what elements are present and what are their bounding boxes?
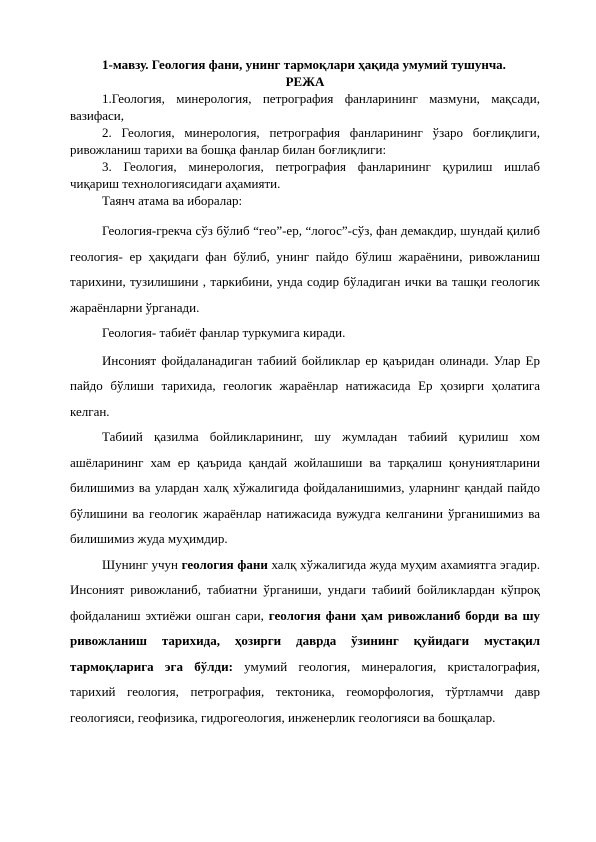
branches-text-c: халқ хўжалигида жуда муҳим ахамиятга эгадир. Инсоният ривожланиб, табиатни ўрганиши, ундаги табиий бойликлардан кўпроқ фойдаланиш эхтиёжи ошган сари, [70,556,541,623]
branches-bold-d: геология фани ҳам ривожланиб борди ва шу ривожланиш тарихида, ҳозирги даврда ўзининг қуйидаги мустақил тармоқларига эга бўлди: [70,607,540,674]
plan-item-2: 2. Геология, минерология, петрография фанларининг ўзаро боғлиқлиги, ривожланиш тарихи ва бошқа фанлар билан боғлиқлиги: [70,125,540,157]
plan-heading: РЕЖА [285,74,325,89]
topic-title: 1-мавзу. Геология фани, унинг тармоқлари ҳақида умумий тушунча. [102,57,506,72]
paragraph-importance: Табиий қазилма бойликларининг, шу жумладан табиий қурилиш хом ашёларининг хам ер қаърида қандай жойлашиши ва тарқалиш қонуниятларини билишимиз ва улардан халқ хўжалигида фойдаланишимиз, уларнинг қандай пайдо бўлишини ва геологик жараёнлар натижасида вужудга келганини ўрганишимиз ва билишимиз жуда муҳимдир. [70,429,540,546]
plan-item-3: 3. Геология, минерология, петрография фанларининг қурилиш ишлаб чиқариш технологиясидаги аҳамияти. [70,159,540,191]
keywords-heading: Таянч атама ва иборалар: [102,193,243,208]
body-text [70,218,540,730]
branches-text-a: Шунинг учун [102,556,182,572]
branches-bold-b: геология фани [181,556,268,572]
document-page [70,56,540,730]
branches-text-e: умумий геология, минералогия, кристалография, тарихий геология, петрография, тектоника, геоморфология, тўртламчи давр геологияси, геофизика, гидрогеология, инженерлик геологияси ва бошқалар. [70,658,540,725]
paragraph-branches [70,552,540,731]
plan-list [70,90,540,192]
paragraph-resources: Инсоният фойдаланадиган табиий бойликлар ер қаъридан олинади. Улар Ер пайдо бўлиши тарихида, геологик жараёнлар натижасида Ер ҳозирги ҳолатига келган. [70,352,540,419]
paragraph-definition: Геология-грекча сўз бўлиб “гео”-ер, “логос”-сўз, фан демакдир, шундай қилиб геология- ер ҳақидаги фан бўлиб, унинг пайдо бўлиш жараёнини, ривожланиш тарихини, тузилишини , таркибини, унда содир бўладиган ички ва ташқи геологик жараёнларни ўрганади. [70,223,540,315]
plan-item-1: 1.Геология, минерология, петрография фанларининг мазмуни, мақсади, вазифаси, [70,91,540,123]
paragraph-classification: Геология- табиёт фанлар туркумига киради. [102,325,346,340]
